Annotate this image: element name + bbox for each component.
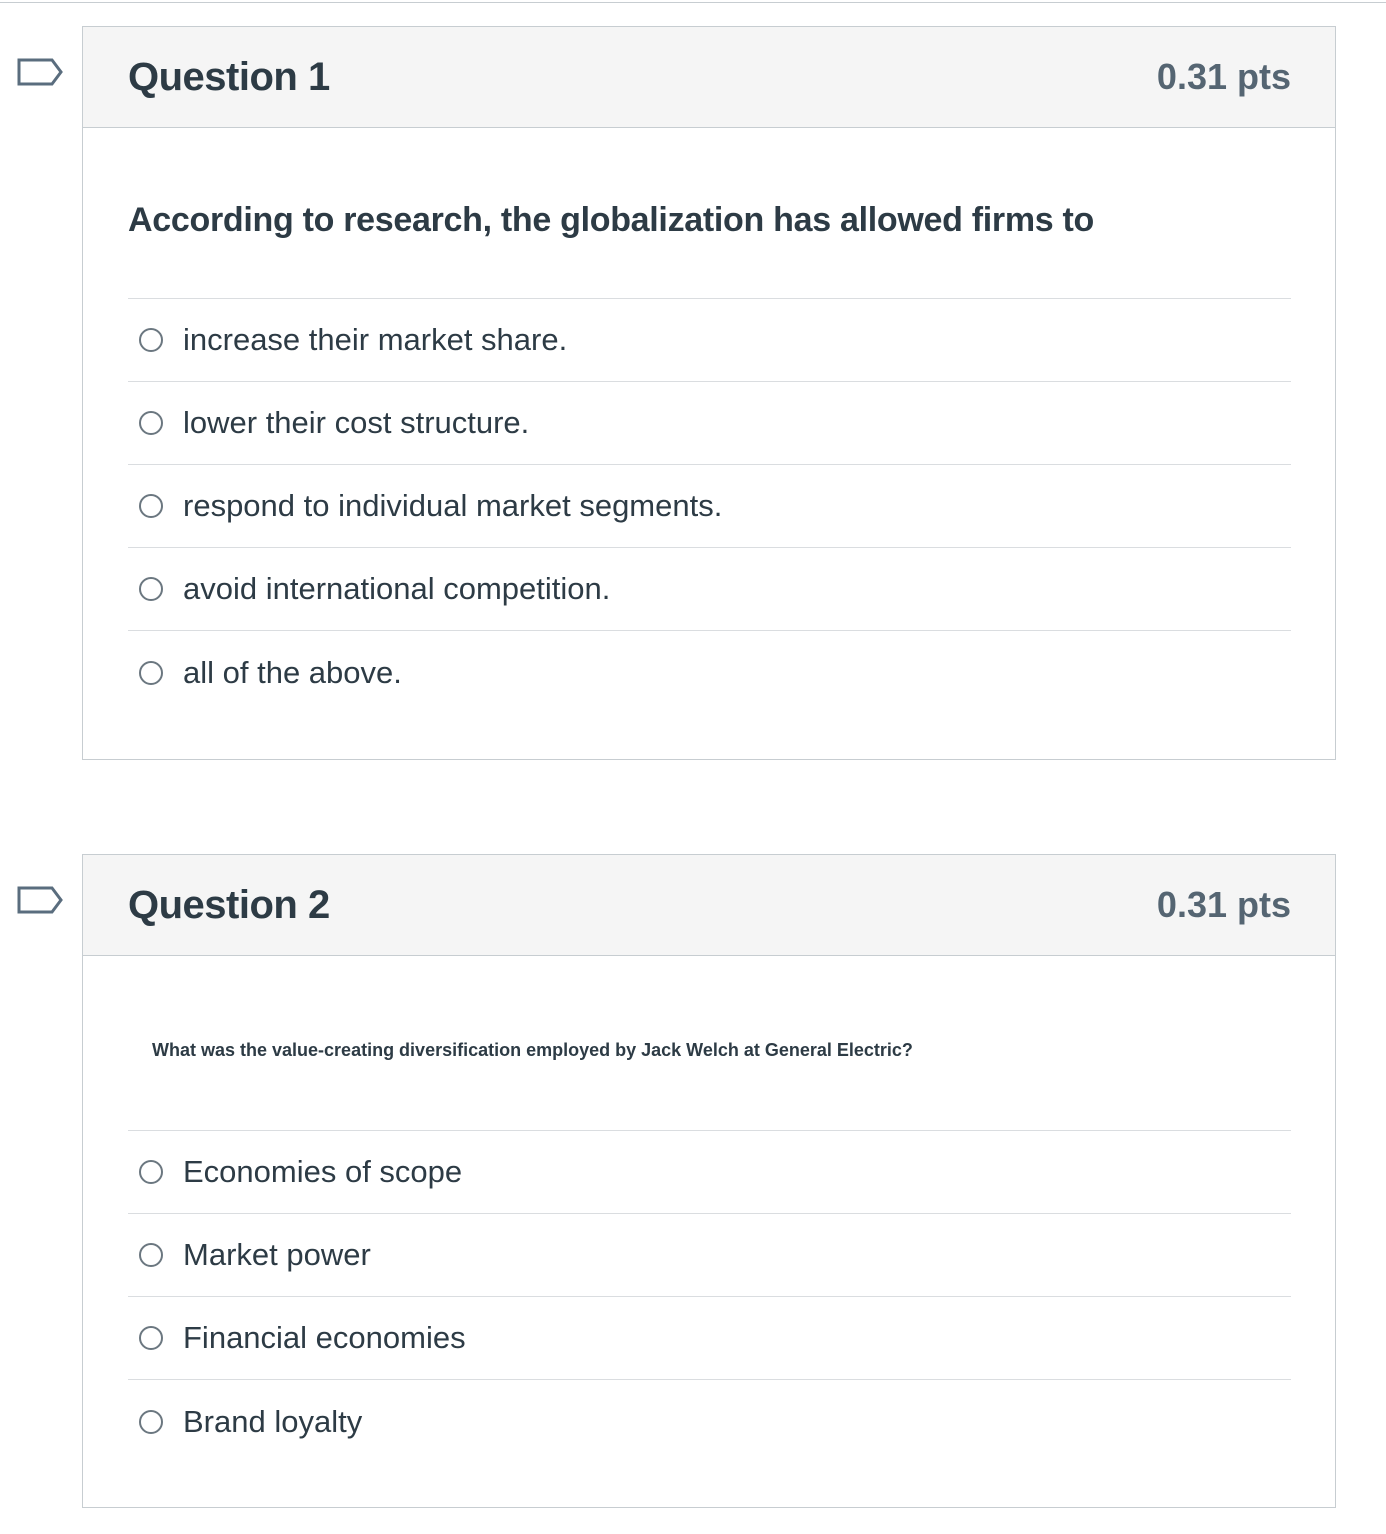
radio-button-icon[interactable]	[139, 494, 163, 518]
answer-option[interactable]	[128, 382, 1291, 465]
radio-button-icon[interactable]	[139, 1410, 163, 1434]
question-1-text: According to research, the globalization has allowed firms to	[128, 201, 1094, 239]
flag-question-2-icon[interactable]	[16, 884, 64, 920]
question-2-answers	[128, 1130, 1291, 1463]
question-1-answers	[128, 298, 1291, 714]
answer-label[interactable]: lower their cost structure.	[183, 405, 530, 440]
radio-button-icon[interactable]	[139, 411, 163, 435]
top-divider	[0, 2, 1386, 3]
question-1-card	[82, 26, 1336, 760]
answer-label[interactable]: respond to individual market segments.	[183, 488, 723, 523]
answer-label[interactable]: Financial economies	[183, 1320, 466, 1355]
radio-button-icon[interactable]	[139, 661, 163, 685]
question-2-header	[83, 855, 1335, 956]
answer-label[interactable]: Market power	[183, 1237, 371, 1272]
answer-label[interactable]: avoid international competition.	[183, 571, 611, 606]
answer-option[interactable]	[128, 1380, 1291, 1463]
question-2-body	[83, 956, 1335, 1463]
answer-option[interactable]	[128, 1297, 1291, 1380]
flag-question-1-icon[interactable]	[16, 56, 64, 92]
radio-button-icon[interactable]	[139, 1326, 163, 1350]
radio-button-icon[interactable]	[139, 1243, 163, 1267]
question-2-text: What was the value-creating diversification employed by Jack Welch at General Electric?	[152, 1040, 913, 1060]
question-1-header	[83, 27, 1335, 128]
question-1-points: 0.31 pts	[1156, 56, 1291, 97]
radio-button-icon[interactable]	[139, 1160, 163, 1184]
radio-button-icon[interactable]	[139, 328, 163, 352]
answer-option[interactable]	[128, 299, 1291, 382]
answer-label[interactable]: Brand loyalty	[183, 1403, 363, 1439]
answer-label[interactable]: all of the above.	[183, 654, 402, 690]
question-1-body	[83, 128, 1335, 714]
answer-label[interactable]: Economies of scope	[183, 1154, 463, 1189]
question-1-title: Question 1	[128, 54, 330, 99]
answer-option[interactable]	[128, 465, 1291, 548]
answer-option[interactable]	[128, 631, 1291, 714]
answer-label[interactable]: increase their market share.	[183, 322, 568, 357]
radio-button-icon[interactable]	[139, 577, 163, 601]
answer-option[interactable]	[128, 548, 1291, 631]
question-2-points: 0.31 pts	[1156, 884, 1291, 925]
question-2-card	[82, 854, 1336, 1508]
answer-option[interactable]	[128, 1214, 1291, 1297]
answer-option[interactable]	[128, 1131, 1291, 1214]
question-2-title: Question 2	[128, 882, 330, 927]
